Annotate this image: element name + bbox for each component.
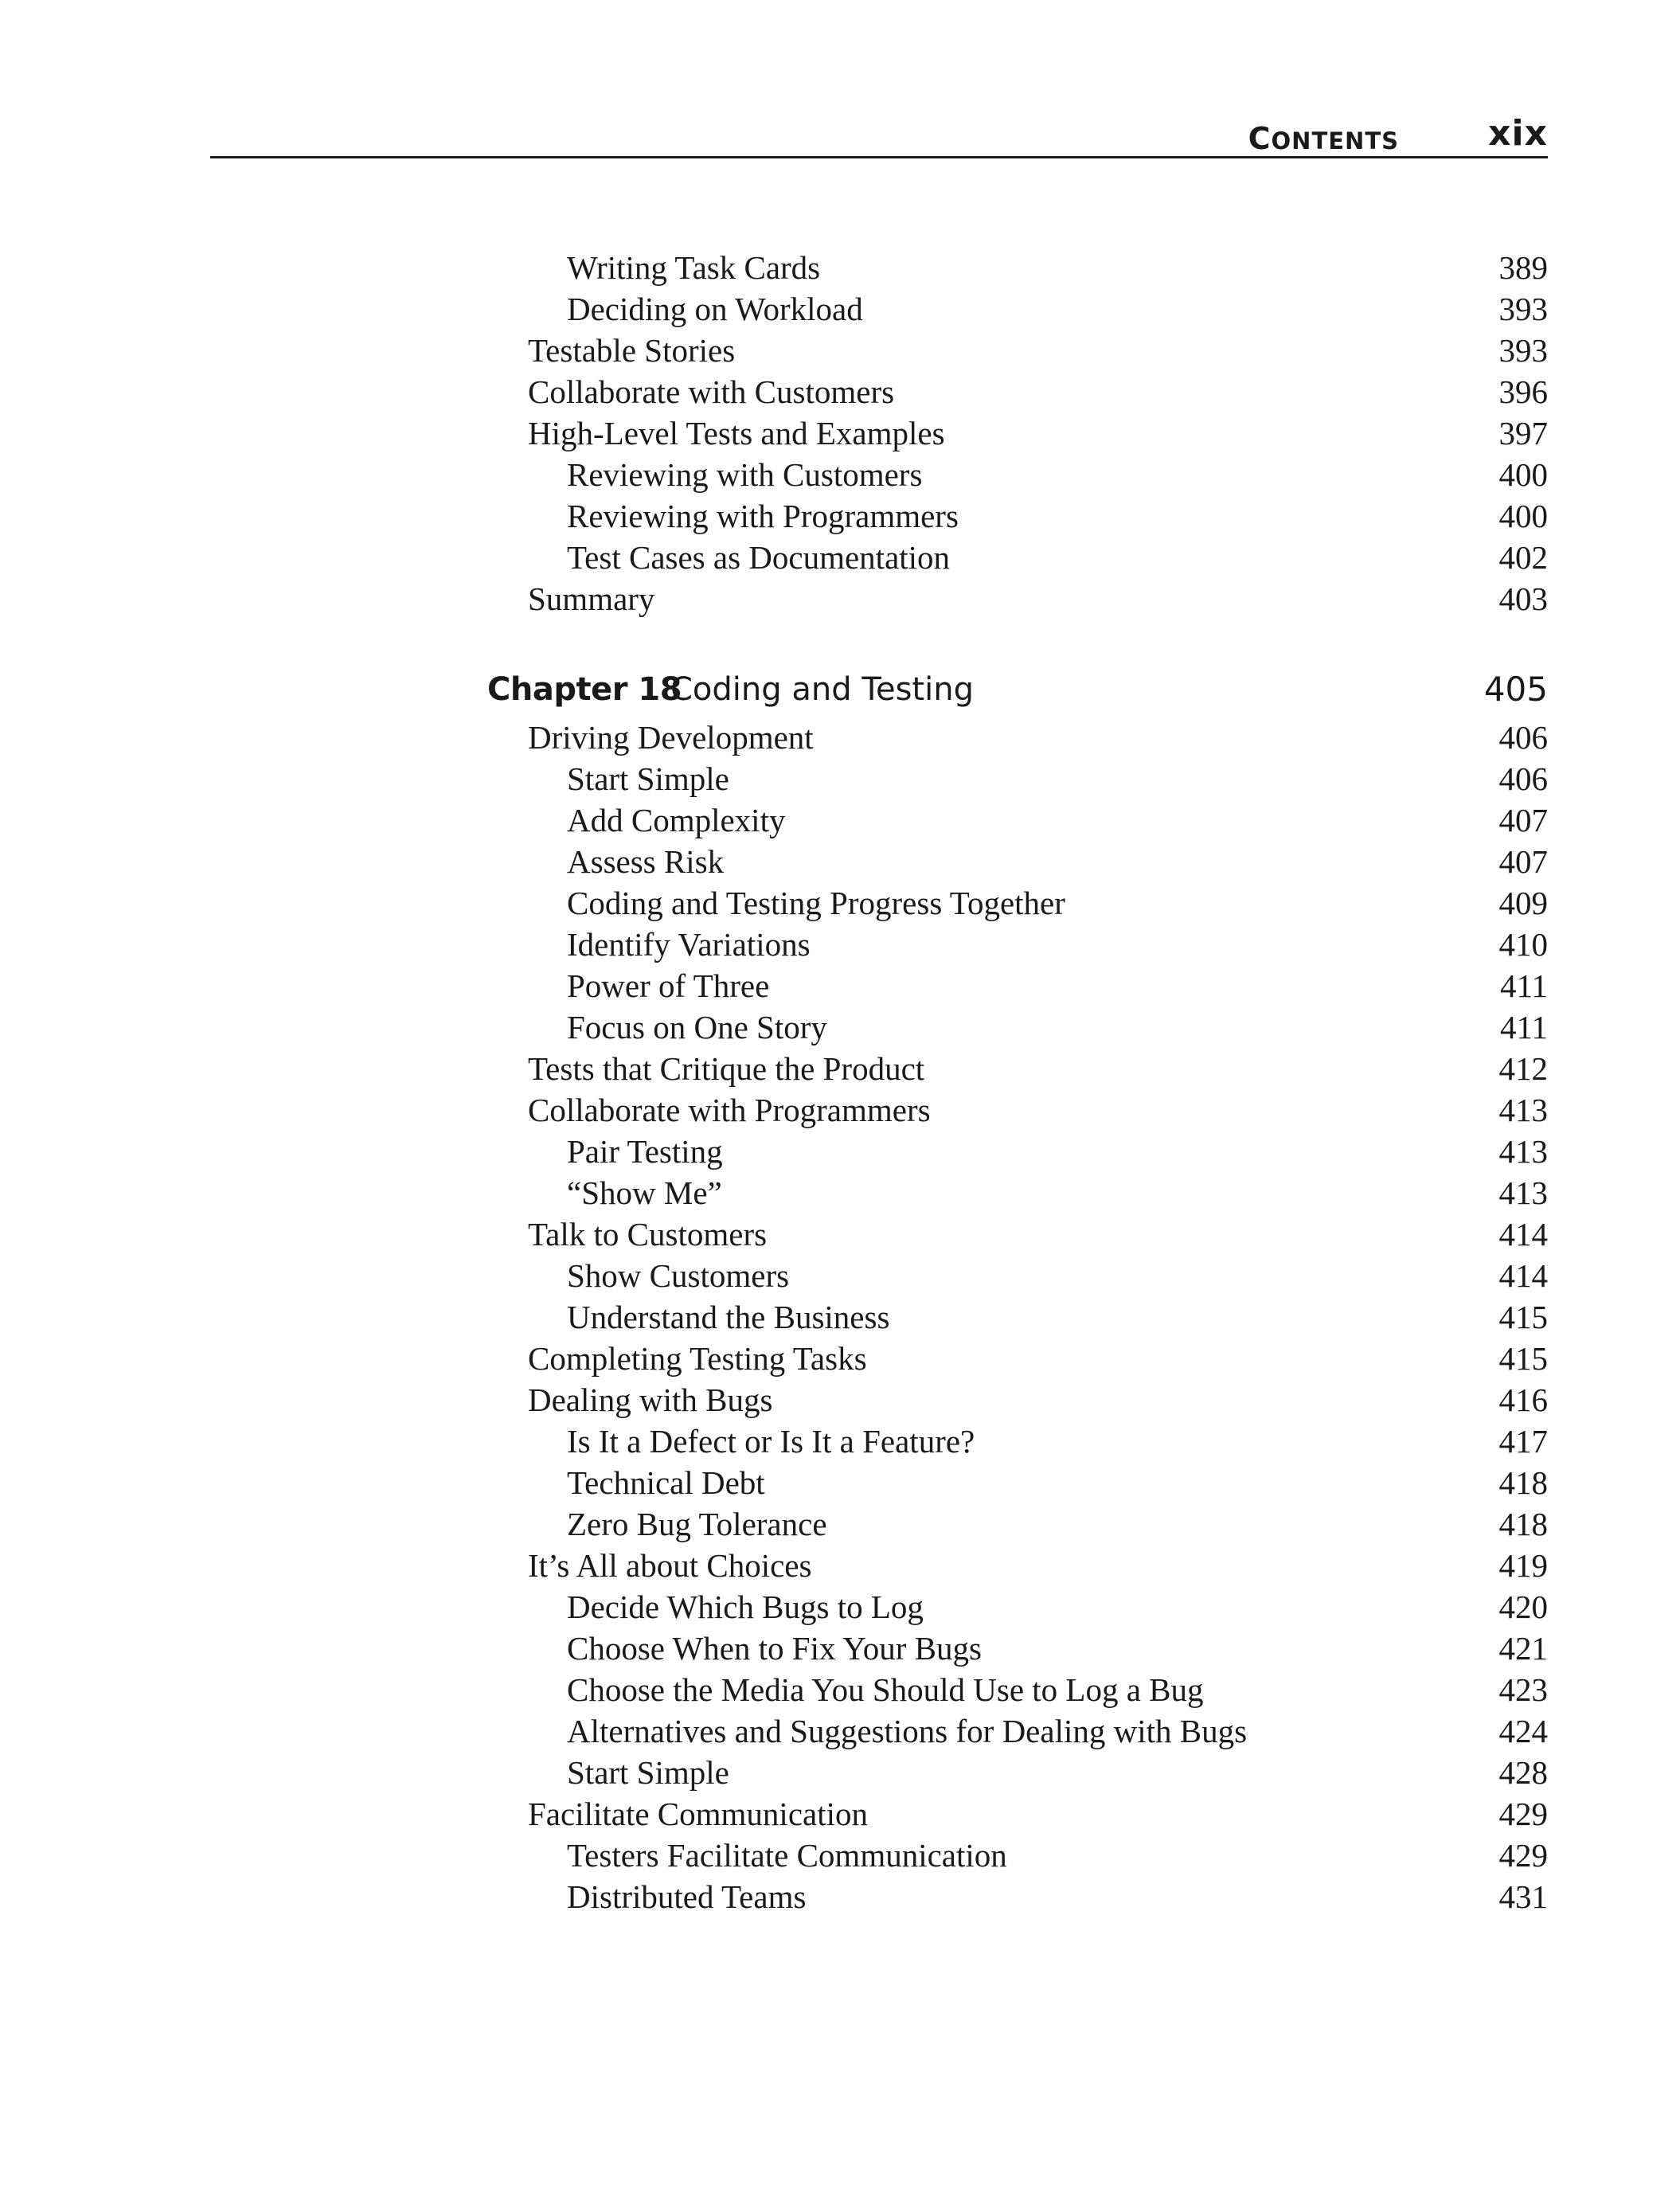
toc-entry-section[interactable] (0, 1338, 1680, 1379)
toc-entry-section[interactable] (0, 412, 1680, 454)
toc-entry-subsection[interactable] (0, 841, 1680, 882)
toc-entry-title: Reviewing with Customers (567, 456, 923, 493)
toc-entry-title: Understand the Business (567, 1299, 890, 1335)
toc-entry-subsection[interactable] (0, 1255, 1680, 1296)
toc-entry-title: It’s All about Choices (528, 1547, 812, 1584)
toc-entry-page-number: 421 (1498, 1630, 1548, 1667)
toc-entry-subsection[interactable] (0, 1835, 1680, 1876)
toc-entry-subsection[interactable] (0, 1503, 1680, 1545)
toc-entry-page-number: 389 (1498, 249, 1548, 286)
toc-entry-page-number: 418 (1498, 1464, 1548, 1501)
toc-entry-page-number: 414 (1498, 1216, 1548, 1253)
toc-entry-section[interactable] (0, 1545, 1680, 1586)
chapter-title: Coding and Testing (670, 671, 974, 708)
toc-entry-title: Talk to Customers (528, 1216, 768, 1253)
toc-entry-subsection[interactable] (0, 1669, 1680, 1710)
toc-entry-subsection[interactable] (0, 799, 1680, 841)
toc-entry-section[interactable] (0, 330, 1680, 371)
toc-entry-title: Start Simple (567, 1754, 729, 1791)
toc-entry-section[interactable] (0, 717, 1680, 758)
toc-entry-section[interactable] (0, 1048, 1680, 1089)
toc-entry-page-number: 419 (1498, 1547, 1548, 1584)
chapter-heading[interactable] (0, 667, 1680, 712)
toc-entry-page-number: 420 (1498, 1589, 1548, 1625)
toc-entry-page-number: 415 (1498, 1299, 1548, 1335)
toc-entry-title: “Show Me” (567, 1174, 722, 1211)
toc-entry-subsection[interactable] (0, 924, 1680, 965)
toc-entry-subsection[interactable] (0, 965, 1680, 1006)
toc-entry-page-number: 418 (1498, 1506, 1548, 1542)
toc-entry-title: Distributed Teams (567, 1878, 807, 1915)
toc-entry-page-number: 417 (1498, 1423, 1548, 1460)
toc-entry-title: Assess Risk (567, 843, 725, 880)
toc-entry-title: Collaborate with Customers (528, 373, 895, 410)
toc-entry-subsection[interactable] (0, 1462, 1680, 1503)
toc-entry-page-number: 409 (1498, 885, 1548, 921)
toc-entry-title: Collaborate with Programmers (528, 1092, 931, 1128)
toc-entry-title: Decide Which Bugs to Log (567, 1589, 924, 1625)
toc-entry-subsection[interactable] (0, 1710, 1680, 1752)
toc-entry-page-number: 397 (1498, 415, 1548, 451)
toc-entry-subsection[interactable] (0, 1876, 1680, 1917)
chapter-number: Chapter 18 (487, 671, 682, 708)
toc-entry-title: Identify Variations (567, 926, 811, 963)
toc-entry-title: Add Complexity (567, 802, 786, 838)
toc-entry-page-number: 413 (1498, 1092, 1548, 1128)
toc-entry-subsection[interactable] (0, 454, 1680, 495)
toc-entry-page-number: 412 (1498, 1050, 1548, 1087)
toc-entry-title: Facilitate Communication (528, 1796, 868, 1832)
toc-entry-page-number: 406 (1498, 719, 1548, 756)
toc-entry-page-number: 410 (1498, 926, 1548, 963)
toc-entry-title: Summary (528, 580, 655, 617)
toc-entry-subsection[interactable] (0, 537, 1680, 578)
toc-entry-subsection[interactable] (0, 1628, 1680, 1669)
toc-entry-page-number: 429 (1498, 1796, 1548, 1832)
toc-entry-title: Deciding on Workload (567, 291, 863, 327)
toc-entry-title: Coding and Testing Progress Together (567, 885, 1065, 921)
toc-entry-title: Is It a Defect or Is It a Feature? (567, 1423, 975, 1460)
toc-entry-title: Technical Debt (567, 1464, 765, 1501)
running-header-section-initial: C (1248, 121, 1272, 156)
toc-entry-page-number: 411 (1500, 967, 1548, 1004)
toc-entry-section[interactable] (0, 1793, 1680, 1835)
toc-entry-title: Choose When to Fix Your Bugs (567, 1630, 982, 1667)
toc-entry-title: Start Simple (567, 760, 729, 797)
toc-entry-title: Testers Facilitate Communication (567, 1837, 1007, 1874)
toc-entry-title: Driving Development (528, 719, 814, 756)
toc-entry-page-number: 416 (1498, 1382, 1548, 1418)
toc-entry-page-number: 406 (1498, 760, 1548, 797)
toc-entry-page-number: 428 (1498, 1754, 1548, 1791)
toc-entry-page-number: 396 (1498, 373, 1548, 410)
toc-entry-page-number: 414 (1498, 1257, 1548, 1294)
toc-entry-subsection[interactable] (0, 247, 1680, 288)
toc-entry-subsection[interactable] (0, 758, 1680, 799)
toc-entry-section[interactable] (0, 371, 1680, 412)
toc-entry-page-number: 393 (1498, 332, 1548, 369)
toc-entry-title: Focus on One Story (567, 1009, 827, 1045)
toc-entry-subsection[interactable] (0, 288, 1680, 330)
toc-entry-page-number: 393 (1498, 291, 1548, 327)
running-header-section-rest: ONTENTS (1271, 127, 1399, 154)
toc-entry-section[interactable] (0, 578, 1680, 619)
toc-entry-title: Choose the Media You Should Use to Log a Bug (567, 1671, 1204, 1708)
toc-entry-title: Reviewing with Programmers (567, 498, 959, 534)
toc-entry-section[interactable] (0, 1089, 1680, 1131)
toc-entry-title: Dealing with Bugs (528, 1382, 773, 1418)
toc-entry-title: Testable Stories (528, 332, 736, 369)
toc-entry-title: Completing Testing Tasks (528, 1340, 867, 1377)
toc-entry-page-number: 413 (1498, 1133, 1548, 1170)
toc-entry-subsection[interactable] (0, 882, 1680, 924)
toc-entry-title: Alternatives and Suggestions for Dealing with Bugs (567, 1713, 1248, 1749)
toc-entry-page-number: 411 (1500, 1009, 1548, 1045)
toc-entry-page-number: 423 (1498, 1671, 1548, 1708)
toc-entry-subsection[interactable] (0, 1586, 1680, 1628)
toc-entry-page-number: 407 (1498, 802, 1548, 838)
toc-entry-title: Pair Testing (567, 1133, 723, 1170)
toc-entry-subsection[interactable] (0, 495, 1680, 537)
toc-entry-page-number: 431 (1498, 1878, 1548, 1915)
toc-entry-page-number: 400 (1498, 456, 1548, 493)
toc-entry-page-number: 400 (1498, 498, 1548, 534)
page-folio: xix (1488, 113, 1548, 154)
header-rule (210, 156, 1548, 158)
toc-entry-subsection[interactable] (0, 1172, 1680, 1213)
toc-entry-page-number: 424 (1498, 1713, 1548, 1749)
toc-entry-title: Power of Three (567, 967, 770, 1004)
toc-entry-section[interactable] (0, 1213, 1680, 1255)
toc-entry-subsection[interactable] (0, 1131, 1680, 1172)
toc-entry-page-number: 413 (1498, 1174, 1548, 1211)
toc-entry-title: Tests that Critique the Product (528, 1050, 925, 1087)
toc-entry-page-number: 403 (1498, 580, 1548, 617)
toc-entry-subsection[interactable] (0, 1006, 1680, 1048)
running-header-section (1248, 121, 1399, 156)
toc-entry-subsection[interactable] (0, 1296, 1680, 1338)
toc-entry-subsection[interactable] (0, 1752, 1680, 1793)
chapter-page-number: 405 (1483, 670, 1548, 709)
toc-entry-subsection[interactable] (0, 1421, 1680, 1462)
toc-entry-page-number: 402 (1498, 539, 1548, 576)
toc-entry-page-number: 429 (1498, 1837, 1548, 1874)
toc-entry-title: Zero Bug Tolerance (567, 1506, 827, 1542)
toc-entry-title: High-Level Tests and Examples (528, 415, 945, 451)
toc-entry-page-number: 407 (1498, 843, 1548, 880)
running-header (210, 105, 1548, 159)
toc-entry-page-number: 415 (1498, 1340, 1548, 1377)
toc-entry-section[interactable] (0, 1379, 1680, 1421)
toc-entry-title: Writing Task Cards (567, 249, 821, 286)
toc-entry-title: Test Cases as Documentation (567, 539, 951, 576)
toc-entry-title: Show Customers (567, 1257, 790, 1294)
